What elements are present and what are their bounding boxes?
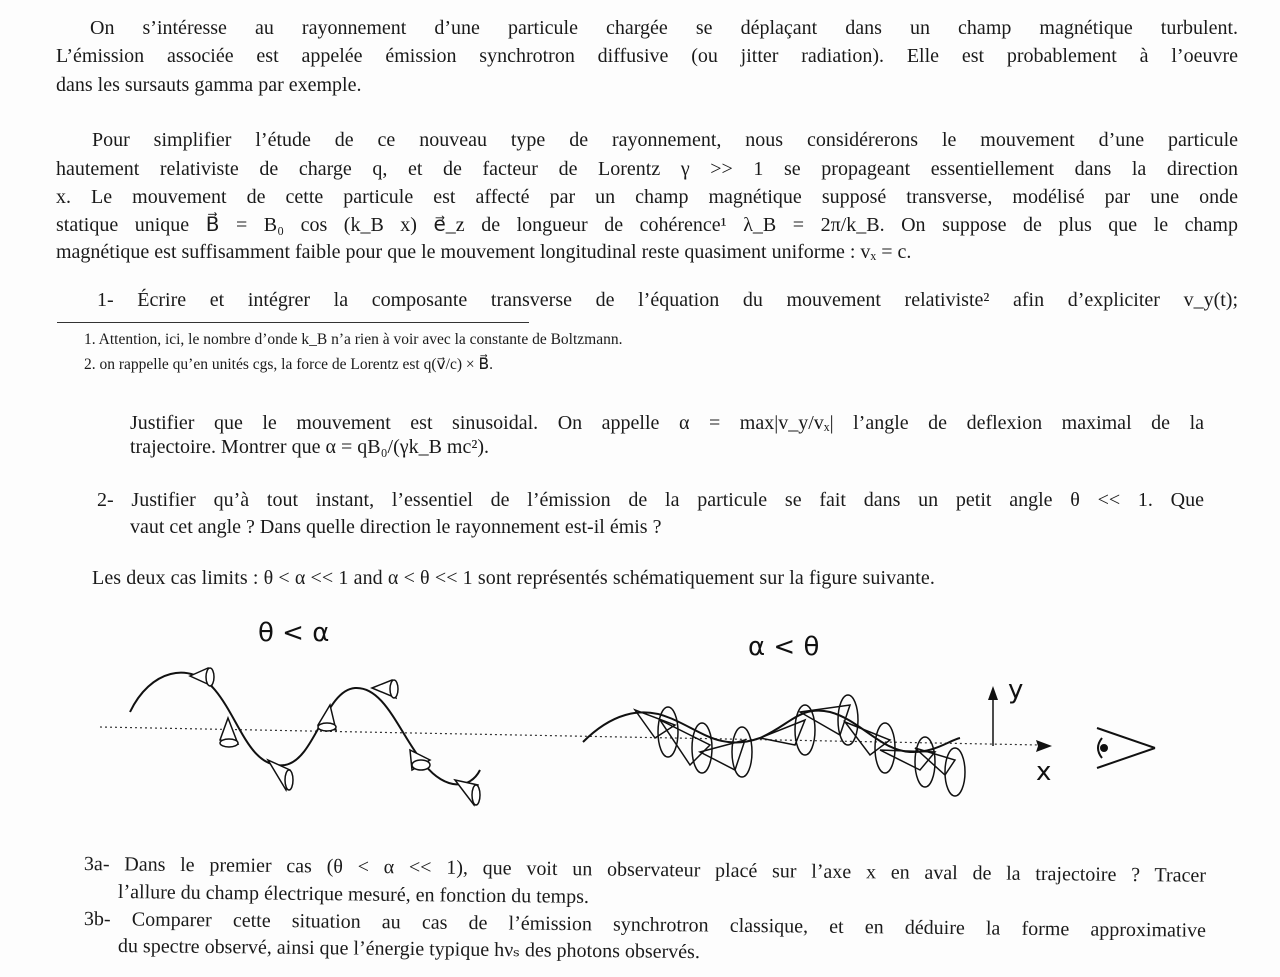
right-case-label: α < θ: [748, 632, 820, 662]
eye-icon: [1097, 728, 1155, 768]
cases-sentence: Les deux cas limits : θ < α << 1 and α < θ << 1 sont représentés schématiquement sur la figure suivante.: [92, 567, 936, 589]
question-2: vaut cet angle ? Dans quelle direction le rayonnement est-il émis ?: [130, 516, 662, 538]
text-line: hautement relativiste de charge q, et de facteur de Lorentz γ >> 1 se propageant essentiellement dans la direction: [56, 158, 1238, 180]
x-axis-label: x: [1036, 757, 1052, 787]
question-1-continued: Justifier que le mouvement est sinusoidal. On appelle α = max|v_y/vₓ| l’angle de deflexion maximal de la: [130, 412, 1204, 434]
question-1: 1- Écrire et intégrer la composante transverse de l’équation du mouvement relativiste² afin d’expliciter v_y(t);: [97, 289, 1238, 311]
question-1-continued: trajectoire. Montrer que α = qB₀/(γk_B mc²).: [130, 436, 490, 458]
left-case-label: θ < α: [258, 618, 330, 648]
text-line: On s’intéresse au rayonnement d’une particule chargée se déplaçant dans un champ magnétique turbulent.: [90, 17, 1238, 39]
text-line: magnétique est suffisamment faible pour que le mouvement longitudinal reste quasiment uniforme : vₓ = c.: [56, 241, 912, 263]
y-arrow-icon: [988, 686, 998, 700]
text-line: dans les sursauts gamma par exemple.: [56, 74, 362, 96]
emission-cones-right: [635, 695, 965, 796]
footnote-1: 1. Attention, ici, le nombre d’onde k_B n’a rien à voir avec la constante de Boltzmann.: [84, 331, 623, 348]
text-line: x. Le mouvement de cette particule est affecté par un champ magnétique supposé transverse, modélisé par une onde: [56, 186, 1238, 208]
x-axis-dotted: [100, 727, 1040, 745]
question-3a: l’allure du champ électrique mesuré, en fonction du temps.: [117, 881, 590, 908]
text-line: Pour simplifier l’étude de ce nouveau type de rayonnement, nous considérerons le mouvement d’une particule: [92, 129, 1238, 151]
y-axis-label: y: [1008, 675, 1024, 705]
text-line: statique unique B⃗ = B₀ cos (k_B x) e⃗_z de longueur de cohérence¹ λ_B = 2π/k_B. On suppose de plus que le champ: [56, 214, 1238, 236]
text-line: L’émission associée est appelée émission synchrotron diffusive (ou jitter radiation). Elle est probablement à l’oeuvre: [56, 45, 1238, 67]
question-3a: 3a- Dans le premier cas (θ < α << 1), que voit un observateur placé sur l’axe x en aval de la trajectoire ? Tracer: [83, 853, 1207, 887]
question-3b: du spectre observé, ainsi que l’énergie typique hνₛ des photons observés.: [117, 935, 701, 964]
x-arrow-icon: [1036, 740, 1052, 752]
question-2: 2- Justifier qu’à tout instant, l’essentiel de l’émission de la particule se fait dans un petit angle θ << 1. Que: [97, 489, 1204, 511]
footnote-2: 2. on rappelle qu’en unités cgs, la force de Lorentz est q(v⃗/c) × B⃗.: [84, 356, 494, 373]
emission-cones-left: [190, 668, 480, 805]
question-3b: 3b- Comparer cette situation au cas de l’émission synchrotron classique, et en déduire la forme approximative: [83, 908, 1207, 942]
